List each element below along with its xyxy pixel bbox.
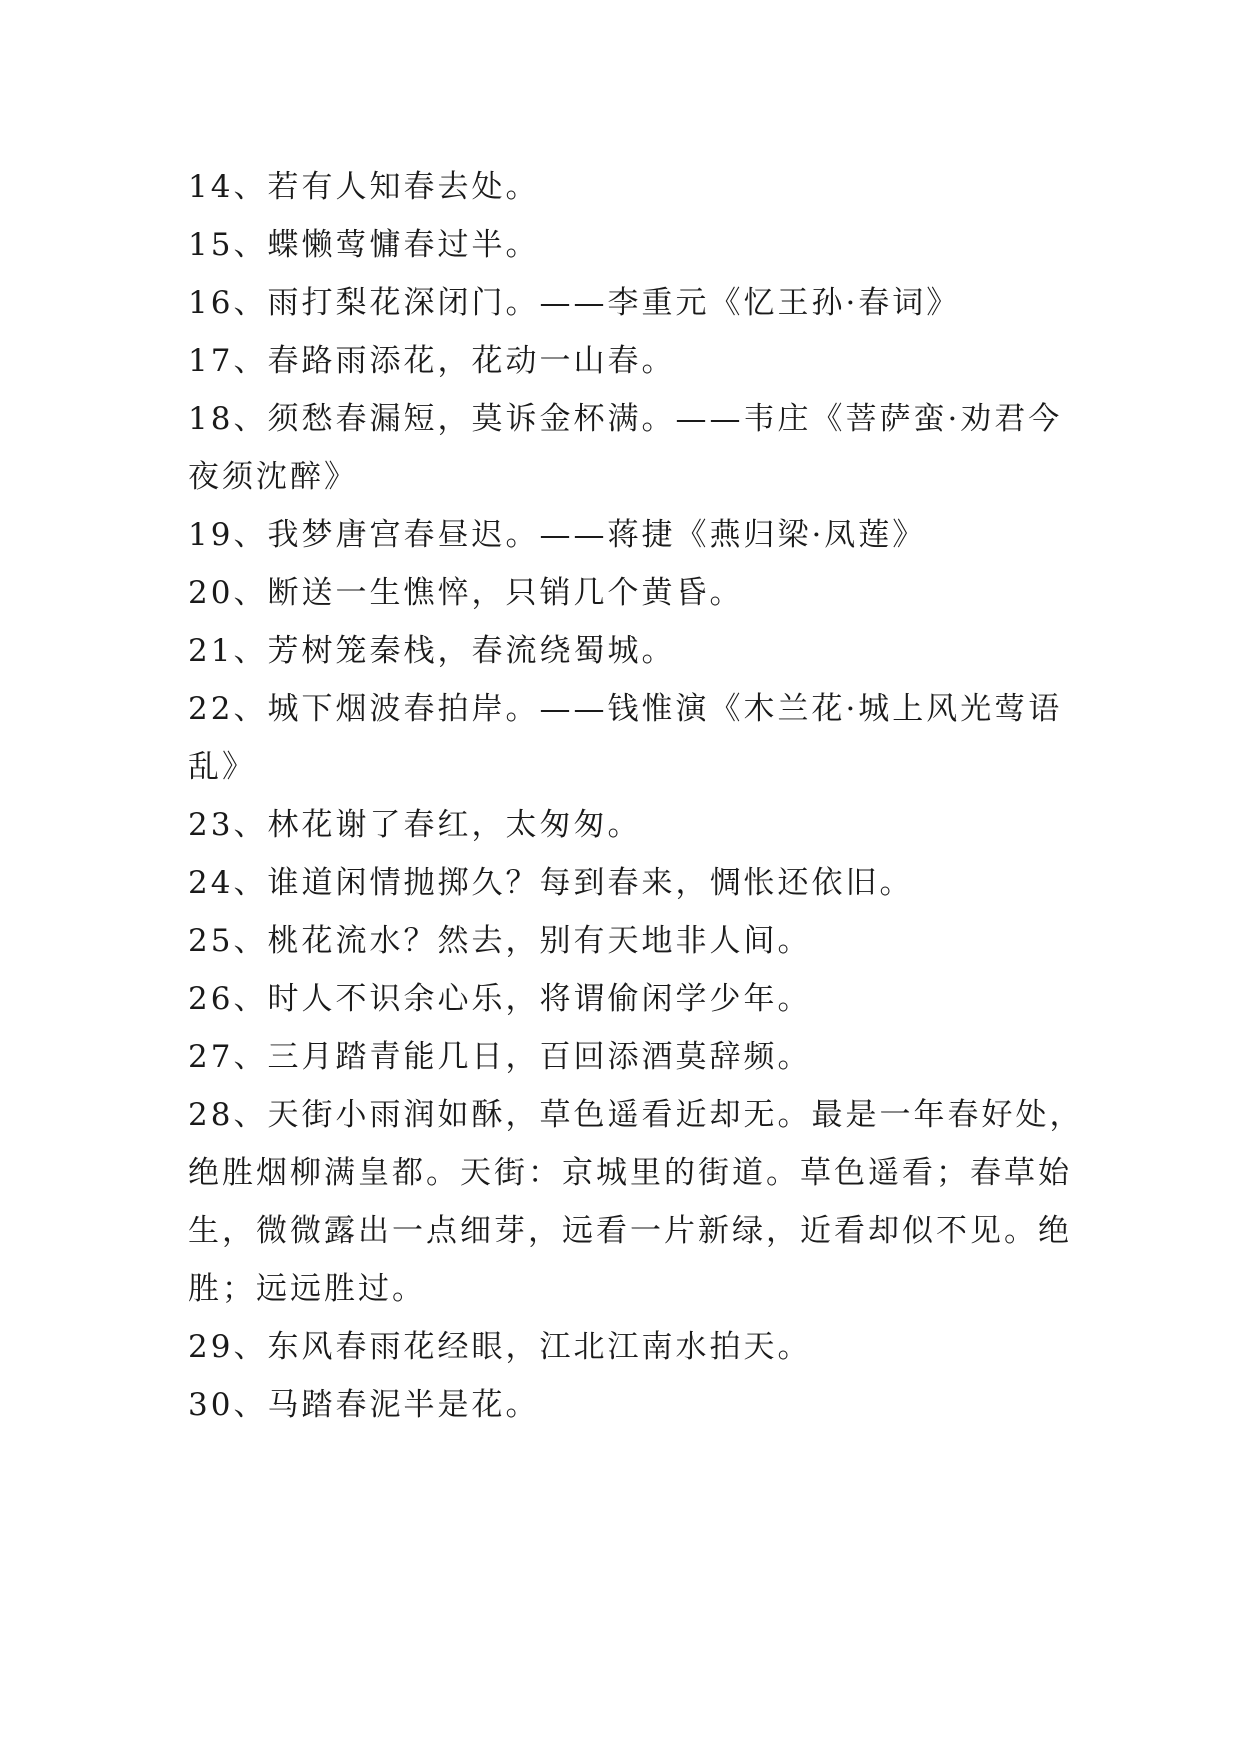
text-line: 14、若有人知春去处。 [188, 169, 540, 205]
document-body [188, 158, 1084, 1434]
text-line: 乱》 [188, 749, 256, 785]
text-line: 16、雨打梨花深闭门。——李重元《忆王孙·春词》 [188, 285, 961, 321]
text-line: 胜；远远胜过。 [188, 1271, 426, 1307]
text-line: 28、天街小雨润如酥，草色遥看近却无。最是一年春好处， [188, 1097, 1084, 1133]
text-line: 20、断送一生憔悴，只销几个黄昏。 [188, 575, 744, 611]
text-line: 夜须沈醉》 [188, 459, 358, 495]
text-line: 19、我梦唐宫春昼迟。——蒋捷《燕归梁·凤莲》 [188, 517, 927, 553]
text-line: 25、桃花流水？然去，别有天地非人间。 [188, 923, 812, 959]
text-line: 18、须愁春漏短，莫诉金杯满。——韦庄《菩萨蛮·劝君今 [188, 401, 1063, 437]
text-line: 27、三月踏青能几日，百回添酒莫辞频。 [188, 1039, 812, 1075]
text-line: 17、春路雨添花，花动一山春。 [188, 343, 676, 379]
text-line: 绝胜烟柳满皇都。天街：京城里的街道。草色遥看；春草始 [188, 1155, 1072, 1191]
text-line: 15、蝶懒莺慵春过半。 [188, 227, 540, 263]
text-line: 24、谁道闲情抛掷久？每到春来，惆怅还依旧。 [188, 865, 914, 901]
text-line: 23、林花谢了春红，太匆匆。 [188, 807, 642, 843]
text-line: 21、芳树笼秦栈，春流绕蜀城。 [188, 633, 676, 669]
text-line: 生，微微露出一点细芽，远看一片新绿，近看却似不见。绝 [188, 1213, 1072, 1249]
text-line: 22、城下烟波春拍岸。——钱惟演《木兰花·城上风光莺语 [188, 691, 1063, 727]
text-line: 29、东风春雨花经眼，江北江南水拍天。 [188, 1329, 812, 1365]
text-line: 30、马踏春泥半是花。 [188, 1387, 540, 1423]
text-line: 26、时人不识余心乐，将谓偷闲学少年。 [188, 981, 812, 1017]
